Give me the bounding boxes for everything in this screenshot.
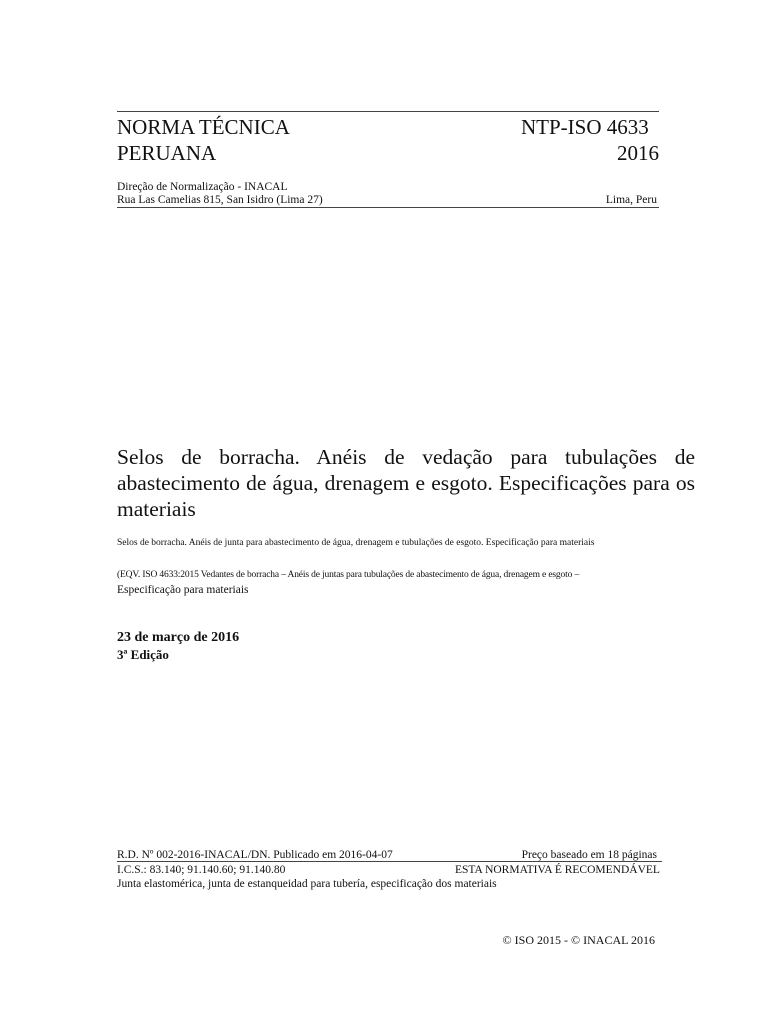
standard-type-line1: NORMA TÉCNICA bbox=[117, 115, 290, 139]
edition: 3ª Edição bbox=[117, 647, 169, 662]
document-subtitle: Selos de borracha. Anéis de junta para abastecimento de água, drenagem e tubulações de esgoto. Especificação para materiais bbox=[117, 538, 595, 548]
copyright: © ISO 2015 - © INACAL 2016 bbox=[502, 933, 655, 947]
org-address: Rua Las Camelias 815, San Isidro (Lima 27) bbox=[117, 194, 323, 206]
publication-date: 23 de março de 2016 bbox=[117, 630, 240, 645]
equivalence-note-line1: (EQV. ISO 4633:2015 Vedantes de borracha – Anéis de juntas para tubulações de abastecimento de água, drenagem e esgoto – bbox=[117, 570, 580, 580]
keywords: Junta elastomérica, junta de estanqueidad para tubería, especificação dos materiais bbox=[117, 878, 497, 890]
resolution-info: R.D. Nº 002-2016-INACAL/DN. Publicado em 2016-04-07 bbox=[117, 849, 393, 861]
normative-status: ESTA NORMATIVA É RECOMENDÁVEL bbox=[455, 864, 660, 876]
org-name: Direção de Normalização - INACAL bbox=[117, 181, 288, 193]
equivalence-note-line2: Especificação para materiais bbox=[117, 584, 249, 596]
standard-type-line2: PERUANA bbox=[117, 141, 217, 165]
top-rule bbox=[117, 111, 659, 112]
price-info: Preço baseado em 18 páginas bbox=[521, 849, 657, 861]
document-title: Selos de borracha. Anéis de vedação para tubulações de abastecimento de água, drenagem e esgoto. Especificações para os materiais bbox=[117, 445, 695, 521]
header-bottom-rule bbox=[117, 207, 659, 208]
ics-codes: I.C.S.: 83.140; 91.140.60; 91.140.80 bbox=[117, 864, 286, 876]
footer-rule bbox=[117, 861, 662, 862]
standard-year: 2016 bbox=[617, 141, 659, 165]
standard-code: NTP-ISO 4633 bbox=[521, 115, 649, 139]
location: Lima, Peru bbox=[605, 194, 657, 206]
